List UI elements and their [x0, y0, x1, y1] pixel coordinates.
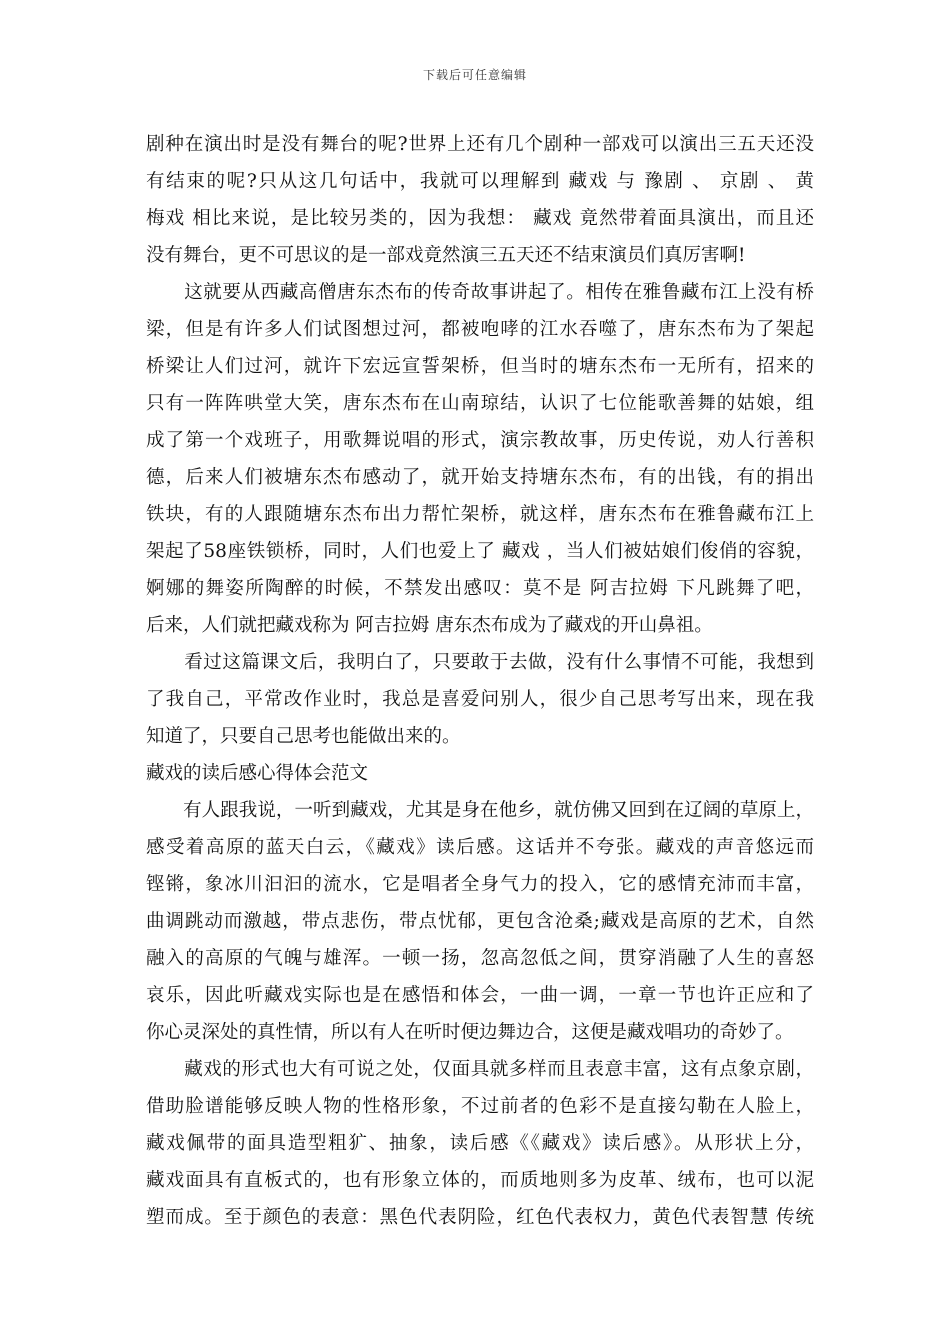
text-line: 曲调跳动而激越，带点悲伤，带点忧郁，更包含沧桑;藏戏是高原的艺术，自然	[146, 911, 814, 932]
page-header: 下载后可任意编辑	[422, 68, 527, 82]
text-line: 借助脸谱能够反映人物的性格形象，不过前者的色彩不是直接勾勒在人脸上，	[146, 1096, 814, 1117]
text-line: 藏戏面具有直板式的，也有形象立体的，而质地则多为皮革、绒布，也可以泥	[146, 1170, 814, 1191]
text-line: 融入的高原的气魄与雄浑。一顿一扬，忽高忽低之间，贯穿消融了人生的喜怒	[146, 948, 814, 969]
text-line: 只有一阵阵哄堂大笑，唐东杰布在山南琼结，认识了七位能歌善舞的姑娘，组	[146, 393, 814, 414]
text-line: 架起了58座铁锁桥，同时，人们也爱上了 藏戏 ，当人们被姑娘们俊俏的容貌，	[146, 541, 814, 562]
text-line: 桥梁让人们过河，就许下宏远宣誓架桥，但当时的塘东杰布一无所有，招来的	[146, 356, 814, 377]
text-line: 藏戏佩带的面具造型粗犷、抽象，读后感《《藏戏》读后感》。从形状上分，	[146, 1133, 814, 1154]
text-line: 剧种在演出时是没有舞台的呢?世界上还有几个剧种一部戏可以演出三五天还没	[146, 134, 814, 155]
text-line: 藏戏的形式也大有可说之处，仅面具就多样而且表意丰富，这有点象京剧，	[146, 1059, 814, 1080]
text-line: 铿锵，象冰川汩汩的流水，它是唱者全身气力的投入，它的感情充沛而丰富，	[146, 874, 814, 895]
text-line: 婀娜的舞姿所陶醉的时候，不禁发出感叹：莫不是 阿吉拉姆 下凡跳舞了吧，	[146, 578, 814, 599]
text-line: 塑而成。至于颜色的表意：黑色代表阴险，红色代表权力，黄色代表智慧 传统	[146, 1207, 814, 1228]
text-line: 成了第一个戏班子，用歌舞说唱的形式，演宗教故事，历史传说，劝人行善积	[146, 430, 814, 451]
text-line: 你心灵深处的真性情，所以有人在听时便边舞边合，这便是藏戏唱功的奇妙了。	[146, 1022, 794, 1043]
text-line: 没有舞台，更不可思议的是一部戏竟然演三五天还不结束演员们真厉害啊!	[146, 245, 746, 266]
text-line: 这就要从西藏高僧唐东杰布的传奇故事讲起了。相传在雅鲁藏布江上没有桥	[146, 282, 814, 303]
text-line: 有人跟我说，一听到藏戏，尤其是身在他乡，就仿佛又回到在辽阔的草原上，	[146, 800, 814, 821]
text-line: 梁，但是有许多人们试图想过河，都被咆哮的江水吞噬了，唐东杰布为了架起	[146, 319, 814, 340]
section-heading: 藏戏的读后感心得体会范文	[146, 763, 369, 784]
text-line: 知道了，只要自己思考也能做出来的。	[146, 726, 461, 747]
text-line: 铁块，有的人跟随塘东杰布出力帮忙架桥，就这样，唐东杰布在雅鲁藏布江上	[146, 504, 814, 525]
text-line: 后来，人们就把藏戏称为 阿吉拉姆 唐东杰布成为了藏戏的开山鼻祖。	[146, 615, 713, 636]
text-line: 德，后来人们被塘东杰布感动了，就开始支持塘东杰布，有的出钱，有的捐出	[146, 467, 814, 488]
text-line: 哀乐，因此听藏戏实际也是在感悟和体会，一曲一调，一章一节也许正应和了	[146, 985, 814, 1006]
text-line: 梅戏 相比来说，是比较另类的，因为我想： 藏戏 竟然带着面具演出，而且还	[146, 208, 814, 229]
text-line: 有结束的呢?只从这几句话中，我就可以理解到 藏戏 与 豫剧 、 京剧 、 黄	[146, 171, 814, 192]
text-line: 感受着高原的蓝天白云，《藏戏》读后感。这话并不夸张。藏戏的声音悠远而	[146, 837, 814, 858]
text-line: 看过这篇课文后，我明白了，只要敢于去做，没有什么事情不可能，我想到	[146, 652, 814, 673]
text-line: 了我自己，平常改作业时，我总是喜爱问别人，很少自己思考写出来，现在我	[146, 689, 814, 710]
